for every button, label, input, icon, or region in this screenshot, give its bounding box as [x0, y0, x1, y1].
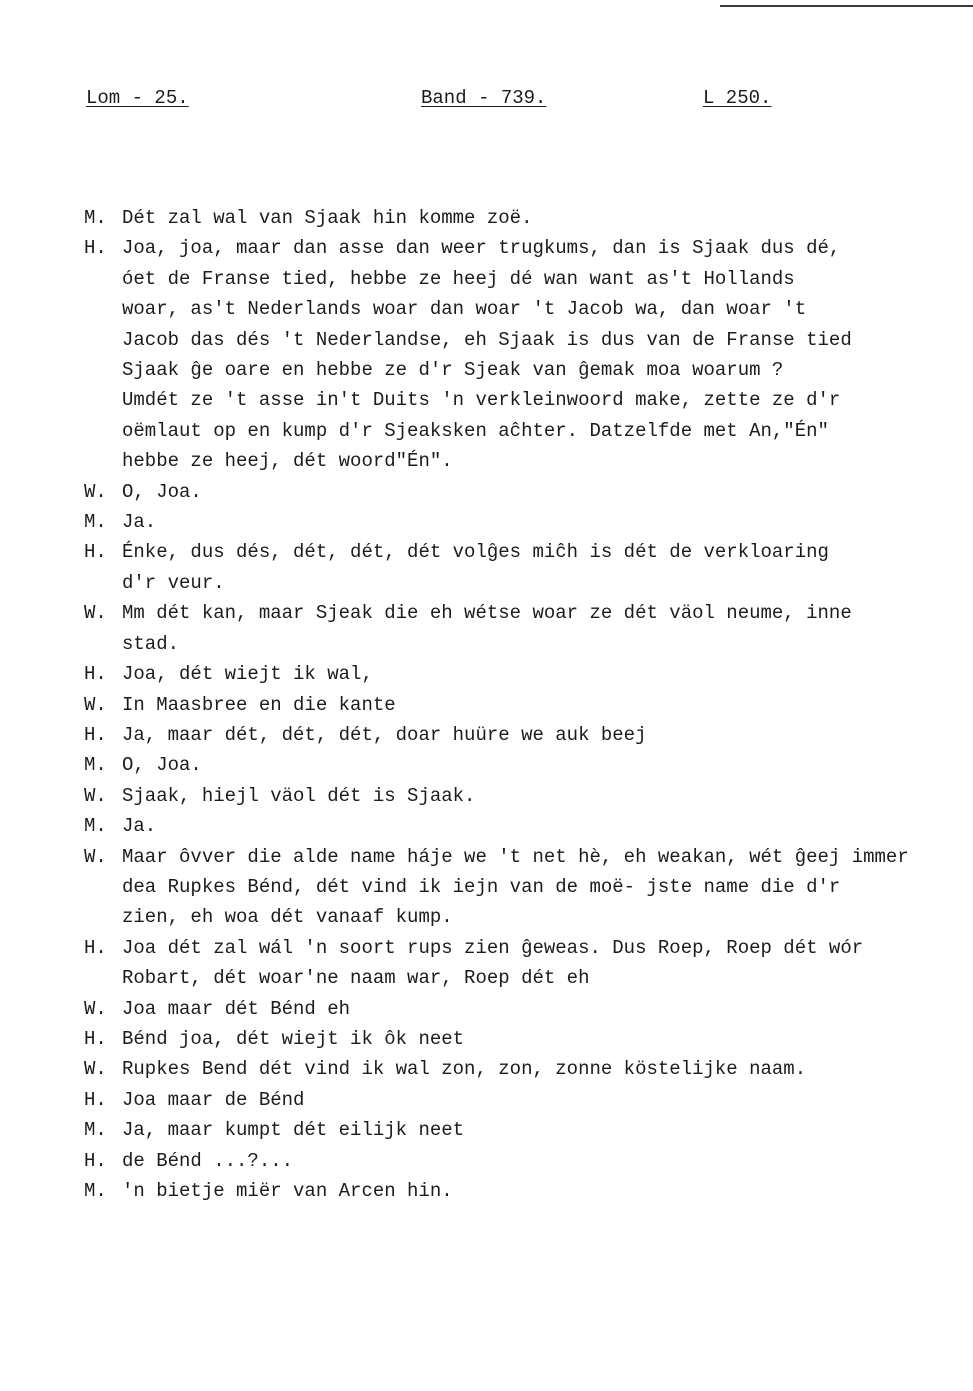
- transcript-turn: [84, 1146, 973, 1176]
- transcript-turn: [84, 233, 973, 476]
- speaker-label: H.: [84, 663, 107, 686]
- speaker-label: W.: [84, 784, 107, 807]
- transcript-turn: [84, 811, 973, 841]
- utterance-line: Joa maar dét Bénd eh: [122, 997, 351, 1020]
- utterance-line: stad.: [122, 632, 180, 655]
- speaker-label: H.: [84, 723, 107, 746]
- speaker-label: M.: [84, 511, 107, 534]
- speaker-label: H.: [84, 541, 107, 564]
- utterance-line: Maar ôvver die alde name háje we 't net hè, eh weakan, wét ĝeej immer: [122, 845, 909, 868]
- utterance-line: Joa maar de Bénd: [122, 1088, 305, 1111]
- speaker-label: M.: [84, 754, 107, 777]
- speaker-label: W.: [84, 1058, 107, 1081]
- utterance-line: Jacob das dés 't Nederlandse, eh Sjaak is dus van de Franse tied: [122, 328, 852, 351]
- header-tape-ref: Band - 739.: [421, 87, 547, 109]
- utterance-line: Joa, dét wiejt ik wal,: [122, 663, 373, 686]
- transcript-turn: [84, 537, 973, 598]
- speaker-label: W.: [84, 693, 107, 716]
- speaker-label: H.: [84, 1088, 107, 1111]
- utterance-line: Bénd joa, dét wiejt ik ôk neet: [122, 1027, 465, 1050]
- transcript-turn: [84, 994, 973, 1024]
- utterance-line: d'r veur.: [122, 571, 225, 594]
- utterance-line: O, Joa.: [122, 480, 202, 503]
- utterance-line: Robart, dét woar'ne naam war, Roep dét eh: [122, 967, 590, 990]
- header-archive-ref: Lom - 25.: [86, 87, 189, 109]
- speaker-label: W.: [84, 997, 107, 1020]
- utterance-line: Rupkes Bend dét vind ik wal zon, zon, zonne köstelijke naam.: [122, 1058, 807, 1081]
- speaker-label: H.: [84, 1027, 107, 1050]
- transcript-turn: [84, 1024, 973, 1054]
- speaker-label: M.: [84, 207, 107, 229]
- speaker-label: M.: [84, 815, 107, 838]
- speaker-label: W.: [84, 602, 107, 625]
- speaker-label: M.: [84, 1119, 107, 1142]
- utterance-line: hebbe ze heej, dét woord"Én".: [122, 450, 453, 473]
- utterance-line: Dét zal wal van Sjaak hin komme zoë.: [122, 207, 533, 229]
- speaker-label: M.: [84, 1180, 107, 1202]
- utterance-line: Umdét ze 't asse in't Duits 'n verkleinwoord make, zette ze d'r: [122, 389, 841, 412]
- transcript-turn: [84, 507, 973, 537]
- utterance-line: Énke, dus dés, dét, dét, dét volĝes miĉh is dét de verkloaring: [122, 541, 829, 564]
- top-rule: [720, 5, 973, 7]
- utterance-line: óet de Franse tied, hebbe ze heej dé wan want as't Hollands: [122, 267, 795, 290]
- utterance-line: In Maasbree en die kante: [122, 693, 396, 716]
- utterance-line: de Bénd ...?...: [122, 1149, 294, 1172]
- transcript-turn: [84, 690, 973, 720]
- transcript-turn: [84, 203, 973, 233]
- speaker-label: H.: [84, 237, 107, 260]
- utterance-line: zien, eh woa dét vanaaf kump.: [122, 906, 453, 929]
- transcript-turn: [84, 659, 973, 689]
- utterance-line: Ja.: [122, 511, 157, 534]
- utterance-line: O, Joa.: [122, 754, 202, 777]
- utterance-line: Mm dét kan, maar Sjeak die eh wétse woar ze dét väol neume, inne: [122, 602, 852, 625]
- transcript-turn: [84, 933, 973, 994]
- utterance-line: Ja, maar kumpt dét eilijk neet: [122, 1119, 465, 1142]
- transcript-turn: [84, 1176, 973, 1206]
- utterance-line: dea Rupkes Bénd, dét vind ik iejn van de moë- jste name die d'r: [122, 875, 841, 898]
- utterance-line: Sjaak, hiejl väol dét is Sjaak.: [122, 784, 476, 807]
- utterance-line: woar, as't Nederlands woar dan woar 't Jacob wa, dan woar 't: [122, 298, 807, 321]
- speaker-label: W.: [84, 480, 107, 503]
- utterance-line: oëmlaut op en kump d'r Sjeaksken aĉhter. Datzelfde met An,"Én": [122, 419, 829, 442]
- transcript-turn: [84, 598, 973, 659]
- transcript-turn: [84, 781, 973, 811]
- utterance-line: Joa, joa, maar dan asse dan weer trugkums, dan is Sjaak dus dé,: [122, 237, 841, 260]
- transcript-turn: [84, 1085, 973, 1115]
- speaker-label: W.: [84, 845, 107, 868]
- utterance-line: Sjaak ĝe oare en hebbe ze d'r Sjeak van ĝemak moa woarum ?: [122, 359, 784, 382]
- speaker-label: H.: [84, 936, 107, 959]
- transcript: [84, 203, 973, 1206]
- transcript-turn: [84, 750, 973, 780]
- header-page-ref: L 250.: [703, 87, 772, 109]
- transcript-turn: [84, 477, 973, 507]
- transcript-turn: [84, 720, 973, 750]
- utterance-line: Ja, maar dét, dét, dét, doar huüre we auk beej: [122, 723, 647, 746]
- utterance-line: Joa dét zal wál 'n soort rups zien ĝeweas. Dus Roep, Roep dét wór: [122, 936, 864, 959]
- utterance-line: 'n bietje miër van Arcen hin.: [122, 1180, 453, 1202]
- transcript-turn: [84, 1115, 973, 1145]
- speaker-label: H.: [84, 1149, 107, 1172]
- utterance-line: Ja.: [122, 815, 157, 838]
- transcript-turn: [84, 1054, 973, 1084]
- transcript-turn: [84, 842, 973, 933]
